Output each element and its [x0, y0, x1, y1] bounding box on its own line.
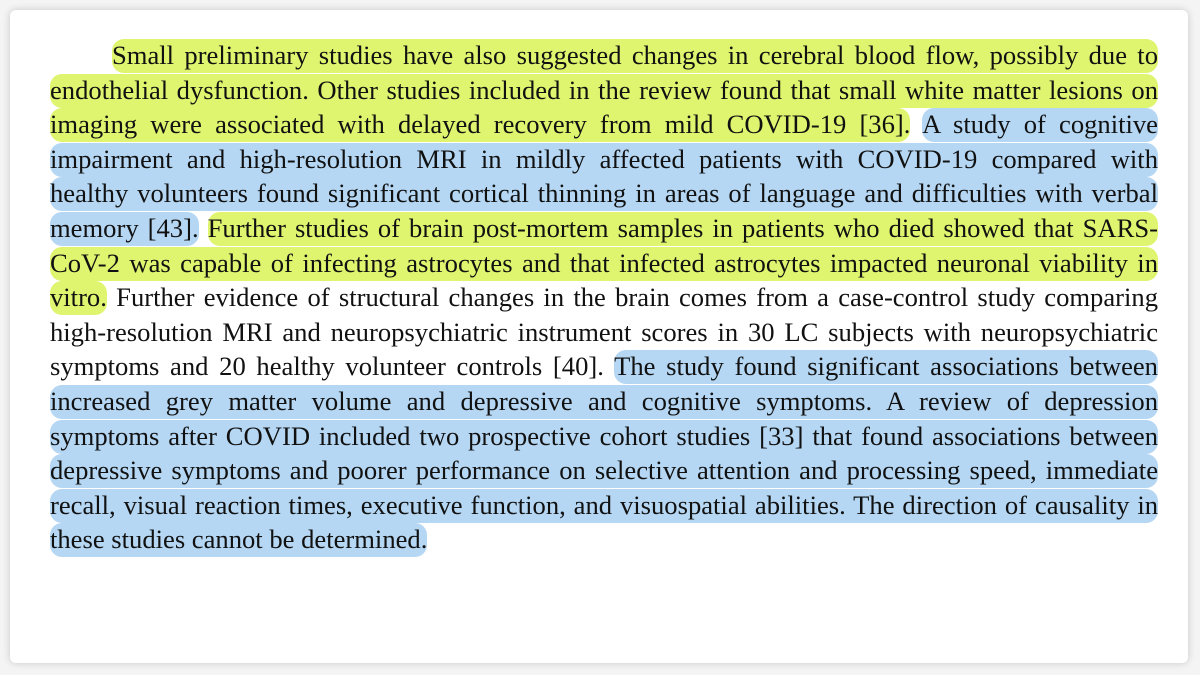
highlighted-passage-yellow[interactable]: Further studies of brain post-mortem samples in patients who died showed that SARS-CoV-2 was capable of infecting astrocytes and that infected astrocytes impacted neuronal viability in vitro.: [50, 212, 1158, 315]
body-paragraph: [50, 38, 1158, 557]
highlighted-passage-blue[interactable]: A study of cognitive impairment and high-resolution MRI in mildly affected patients with COVID-19 compared with healthy volunteers found significant cortical thinning in areas of language and difficulties with verbal memory [43].: [50, 108, 1158, 246]
highlighted-passage-yellow[interactable]: Small preliminary studies have also suggested changes in cerebral blood flow, possibly due to endothelial dysfunction. Other studies included in the review found that small white matter lesions on imaging were associated with delayed recovery from mild COVID-19 [36].: [50, 39, 1158, 142]
highlighted-passage-blue[interactable]: The study found significant associations between increased grey matter volume and depressive and cognitive symptoms. A review of depression symptoms after COVID included two prospective cohort studies [33] that found associations between depressive symptoms and poorer performance on selective attention and processing speed, immediate recall, visual reaction times, executive function, and visuospatial abilities. The direction of causality in these studies cannot be determined.: [50, 350, 1158, 557]
document-page: [10, 10, 1188, 663]
plain-passage: Further evidence of structural changes in the brain comes from a case-control study comparing high-resolution MRI and neuropsychiatric instrument scores in 30 LC subjects with neuropsychiatric symptoms and 20 healthy volunteer controls [40].: [50, 282, 1158, 382]
